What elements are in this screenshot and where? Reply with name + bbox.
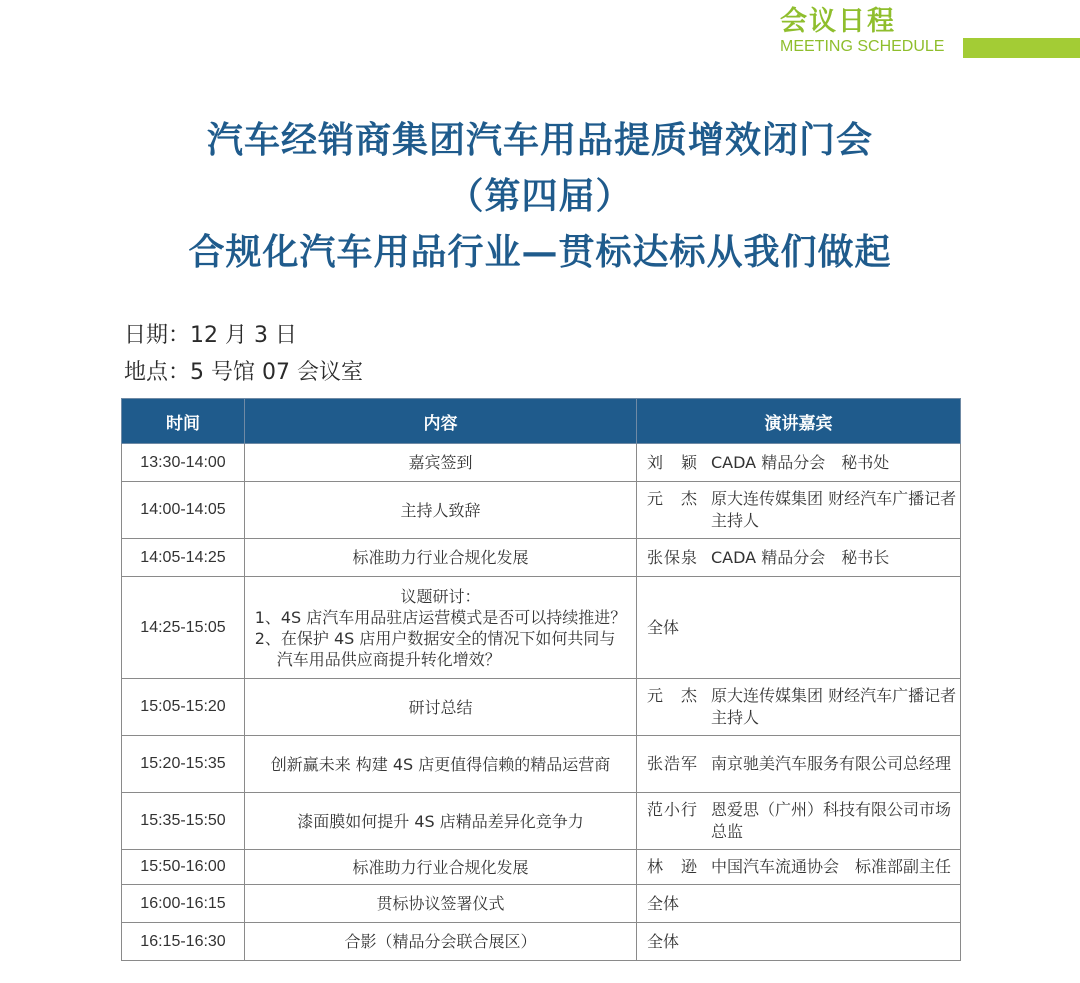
- table-row: [122, 793, 961, 850]
- table-row: [122, 539, 961, 577]
- row-content: 主持人致辞: [245, 482, 637, 539]
- speaker-name: 张浩军: [647, 754, 699, 773]
- speaker-role: CADA 精品分会 秘书长: [711, 547, 890, 567]
- row-time: 15:50-16:00: [122, 850, 245, 885]
- speaker-name: 元 杰: [647, 489, 699, 508]
- row-time: 16:00-16:15: [122, 885, 245, 923]
- table-row: [122, 923, 961, 961]
- row-content: 贯标协议签署仪式: [245, 885, 637, 923]
- row-time: 14:05-14:25: [122, 539, 245, 577]
- table-row: [122, 577, 961, 679]
- agenda-item: 2、在保护 4S 店用户数据安全的情况下如何共同与: [254, 628, 616, 648]
- table-row: [122, 850, 961, 885]
- agenda-block: [255, 586, 627, 670]
- row-speaker: 全体: [637, 885, 961, 923]
- table-header-row: [122, 399, 961, 444]
- row-speaker: 全体: [637, 923, 961, 961]
- row-speaker: [637, 793, 961, 850]
- agenda-title: 议题研讨：: [400, 586, 481, 606]
- row-content: 标准助力行业合规化发展: [245, 539, 637, 577]
- speaker-name: 张保泉: [647, 547, 699, 567]
- meeting-date: 日期：12 月 3 日: [124, 323, 297, 348]
- row-speaker: [637, 679, 961, 736]
- speaker-role: 南京驰美汽车服务有限公司总经理: [711, 754, 952, 773]
- table-row: [122, 736, 961, 793]
- speaker-role: 原大连传媒集团 财经汽车广播记者 主持人: [711, 686, 957, 727]
- agenda-item: 1、4S 店汽车用品驻店运营模式是否可以持续推进？: [254, 607, 627, 627]
- row-content: 漆面膜如何提升 4S 店精品差异化竞争力: [245, 793, 637, 850]
- section-header: [780, 6, 944, 56]
- row-time: 13:30-14:00: [122, 444, 245, 482]
- header-content: 内容: [245, 399, 637, 444]
- meeting-place: 地点：5 号馆 07 会议室: [124, 360, 363, 385]
- row-time: 15:05-15:20: [122, 679, 245, 736]
- speaker-name: 范小行: [647, 800, 699, 819]
- agenda-item: 汽车用品供应商提升转化增效？: [276, 649, 501, 669]
- row-speaker: [637, 482, 961, 539]
- row-content: 嘉宾签到: [245, 444, 637, 482]
- speaker-role: 恩爱思（广州）科技有限公司市场总监: [711, 800, 952, 841]
- page-title: [0, 112, 1080, 280]
- row-time: 14:00-14:05: [122, 482, 245, 539]
- table-row: [122, 482, 961, 539]
- header-speaker: 演讲嘉宾: [637, 399, 961, 444]
- row-speaker: [637, 736, 961, 793]
- section-title-en: MEETING SCHEDULE: [780, 38, 945, 55]
- schedule-table: [121, 398, 961, 961]
- speaker-name: 刘 颖: [647, 452, 699, 472]
- row-content: 创新赢未来 构建 4S 店更值得信赖的精品运营商: [245, 736, 637, 793]
- speaker-name: 林 逊: [647, 857, 699, 876]
- row-content: 合影（精品分会联合展区）: [245, 923, 637, 961]
- row-speaker: [637, 850, 961, 885]
- speaker-role: 中国汽车流通协会 标准部副主任: [711, 857, 952, 876]
- speaker-name: 元 杰: [647, 686, 699, 705]
- speaker-role: CADA 精品分会 秘书处: [711, 452, 890, 472]
- row-time: 15:20-15:35: [122, 736, 245, 793]
- row-content: [245, 577, 637, 679]
- accent-bar: [963, 38, 1080, 58]
- row-speaker: [637, 444, 961, 482]
- table-row: [122, 444, 961, 482]
- title-line-1: 汽车经销商集团汽车用品提质增效闭门会: [206, 119, 873, 161]
- title-line-2: （第四届）: [447, 175, 633, 217]
- table-row: [122, 885, 961, 923]
- table-row: [122, 679, 961, 736]
- row-speaker: 全体: [637, 577, 961, 679]
- row-time: 16:15-16:30: [122, 923, 245, 961]
- header-time: 时间: [122, 399, 245, 444]
- section-title-cn: 会议日程: [780, 6, 896, 37]
- row-content: 标准助力行业合规化发展: [245, 850, 637, 885]
- row-time: 14:25-15:05: [122, 577, 245, 679]
- row-speaker: [637, 539, 961, 577]
- speaker-role: 原大连传媒集团 财经汽车广播记者 主持人: [711, 489, 957, 530]
- row-content: 研讨总结: [245, 679, 637, 736]
- row-time: 15:35-15:50: [122, 793, 245, 850]
- title-line-3: 合规化汽车用品行业—贯标达标从我们做起: [188, 231, 892, 273]
